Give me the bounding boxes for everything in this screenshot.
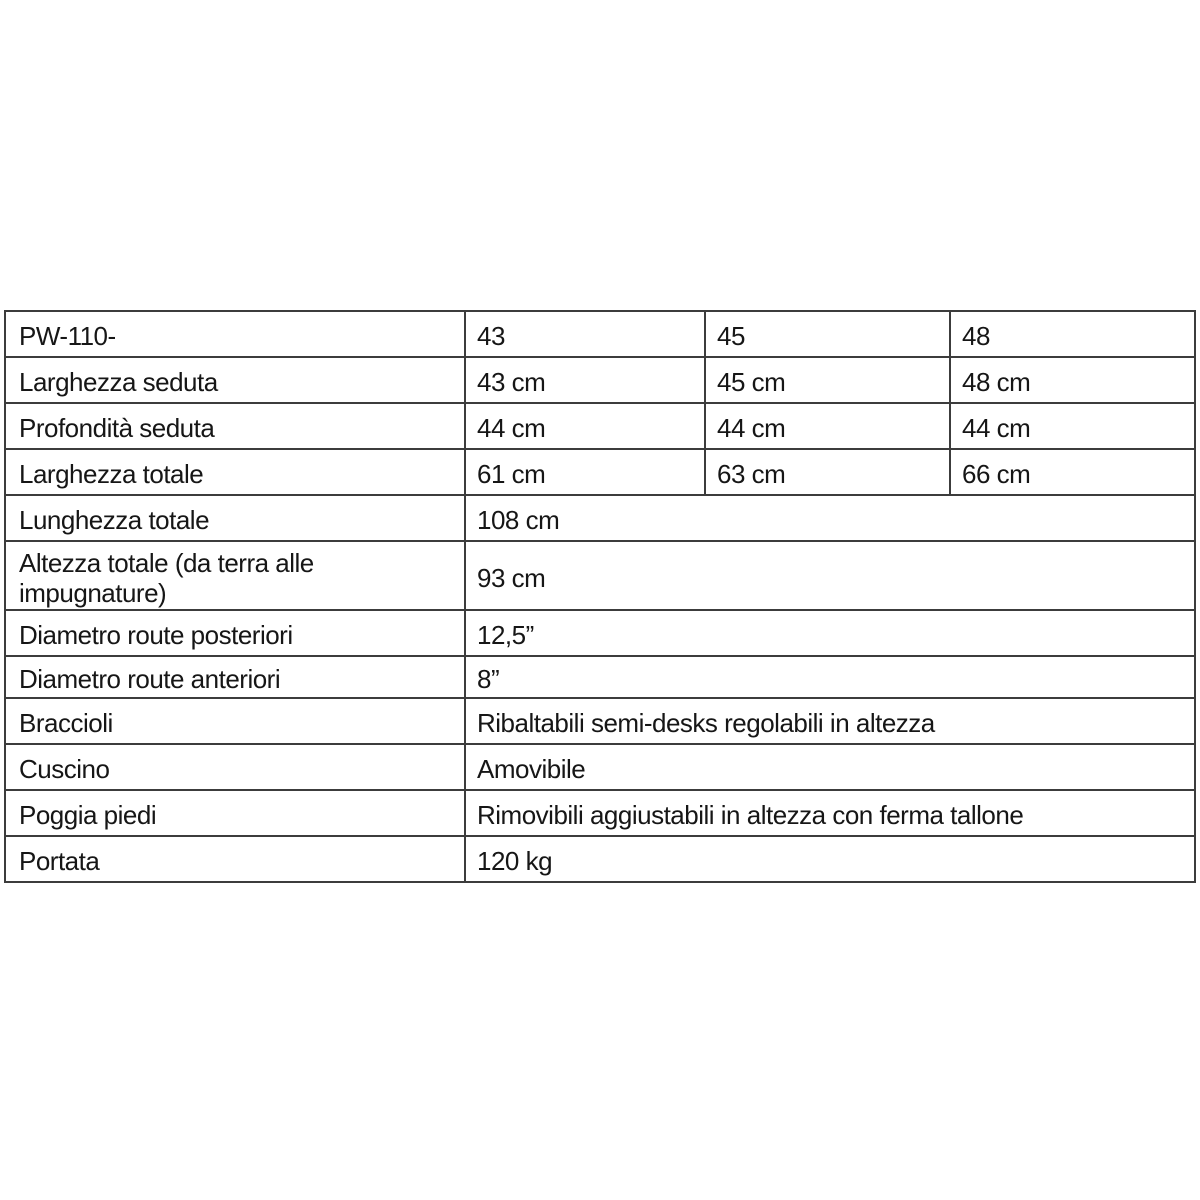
row-label: Altezza totale (da terra alle impugnature) <box>5 541 465 610</box>
row-value: 66 cm <box>950 449 1195 495</box>
table-row-front-wheel-diameter <box>5 656 1195 698</box>
table-row-armrests <box>5 698 1195 744</box>
row-value: 45 cm <box>705 357 950 403</box>
row-value: 12,5” <box>465 610 1195 656</box>
row-value: 43 cm <box>465 357 705 403</box>
row-value: 43 <box>465 311 705 357</box>
table-row-footrests <box>5 790 1195 836</box>
row-label: Profondità seduta <box>5 403 465 449</box>
row-value: 48 <box>950 311 1195 357</box>
row-value: 48 cm <box>950 357 1195 403</box>
row-label: PW-110- <box>5 311 465 357</box>
row-value: 44 cm <box>705 403 950 449</box>
table-row-model <box>5 311 1195 357</box>
row-label: Diametro route anteriori <box>5 656 465 698</box>
row-value: 108 cm <box>465 495 1195 541</box>
row-value: 44 cm <box>465 403 705 449</box>
row-label: Larghezza totale <box>5 449 465 495</box>
table-row-total-height <box>5 541 1195 610</box>
row-value: Amovibile <box>465 744 1195 790</box>
row-value: Rimovibili aggiustabili in altezza con ferma tallone <box>465 790 1195 836</box>
row-label: Portata <box>5 836 465 882</box>
table-row-total-width <box>5 449 1195 495</box>
table-row-cushion <box>5 744 1195 790</box>
row-value: 120 kg <box>465 836 1195 882</box>
spec-table <box>4 310 1196 883</box>
table-row-seat-width <box>5 357 1195 403</box>
table-row-capacity <box>5 836 1195 882</box>
row-label: Larghezza seduta <box>5 357 465 403</box>
row-label: Braccioli <box>5 698 465 744</box>
row-label: Cuscino <box>5 744 465 790</box>
row-value: 45 <box>705 311 950 357</box>
table-row-rear-wheel-diameter <box>5 610 1195 656</box>
row-value: 93 cm <box>465 541 1195 610</box>
row-value: 44 cm <box>950 403 1195 449</box>
table-row-seat-depth <box>5 403 1195 449</box>
row-value: 8” <box>465 656 1195 698</box>
row-label: Diametro route posteriori <box>5 610 465 656</box>
table-row-total-length <box>5 495 1195 541</box>
row-label: Lunghezza totale <box>5 495 465 541</box>
row-label: Poggia piedi <box>5 790 465 836</box>
row-value: 63 cm <box>705 449 950 495</box>
row-value: 61 cm <box>465 449 705 495</box>
row-value: Ribaltabili semi-desks regolabili in altezza <box>465 698 1195 744</box>
